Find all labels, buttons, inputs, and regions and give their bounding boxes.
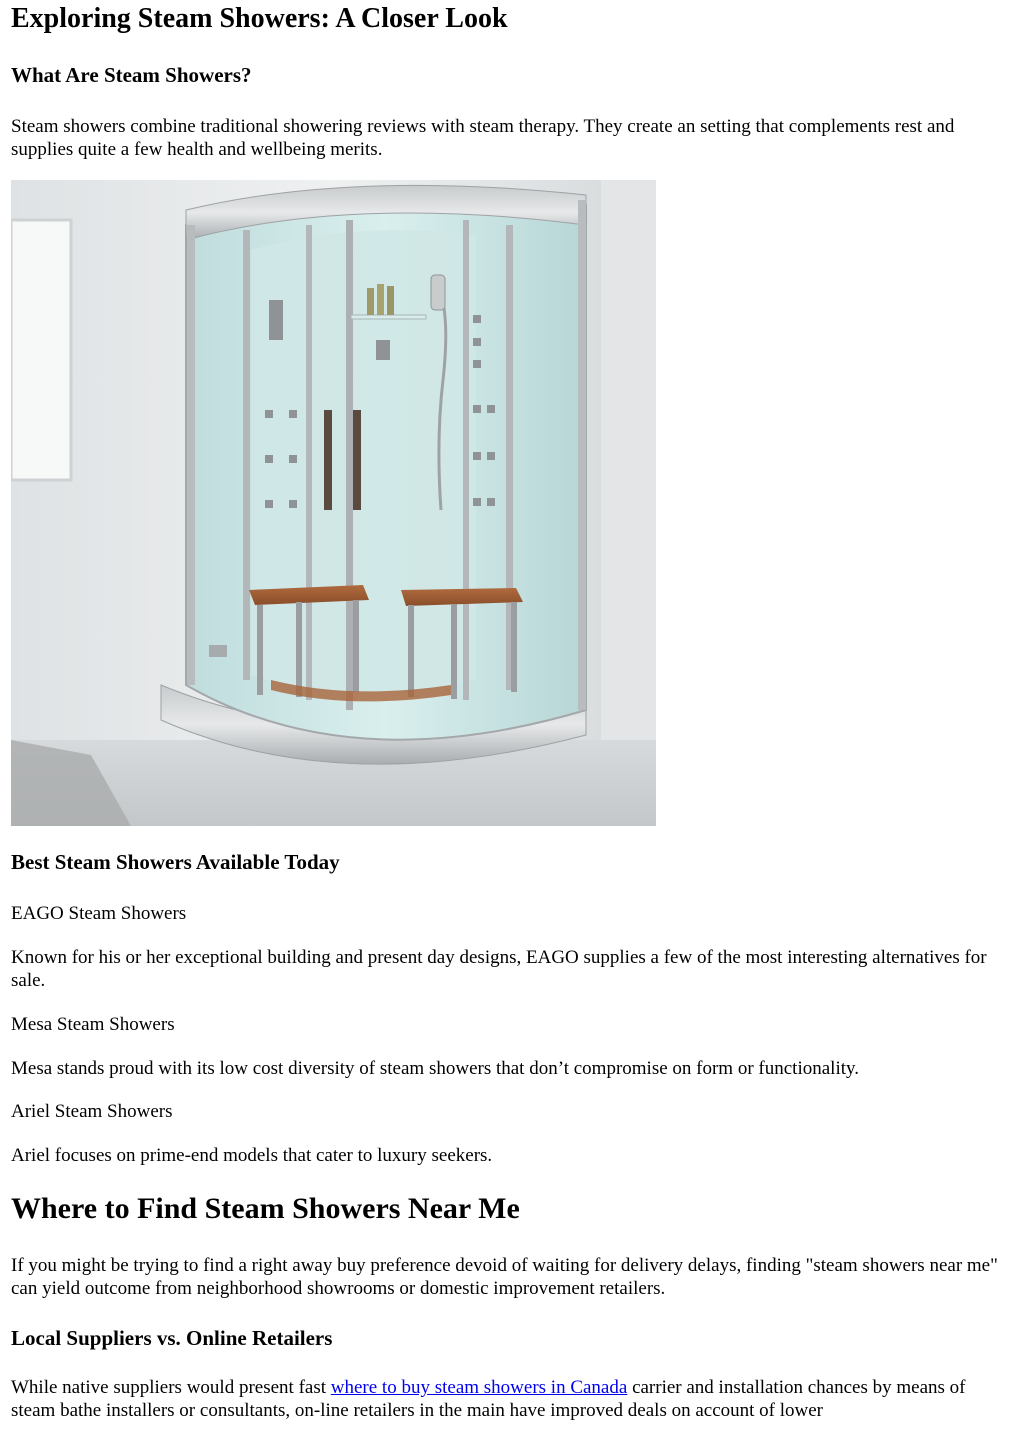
item-desc-eago: Known for his or her exceptional building and present day designs, EAGO supplies a few of the most interesting alternatives for sale. (11, 947, 987, 991)
paragraph-where-to-find: If you might be trying to find a right away buy preference devoid of waiting for delivery delays, finding "steam showers near me" can yield outcome from neighborhood showrooms or domestic improvement retailers. (11, 1255, 998, 1299)
steam-shower-photo (11, 180, 656, 826)
heading-local-vs-online: Local Suppliers vs. Online Retailers (11, 1326, 333, 1350)
item-name-eago: EAGO Steam Showers (11, 903, 187, 924)
item-desc-ariel: Ariel focuses on prime-end models that cater to luxury seekers. (11, 1145, 493, 1166)
paragraph-local-text-after: carrier and installation chances by means of steam bathe installers or consultants, on-line retailers in the main have improved deals on account of lower (11, 1377, 966, 1421)
paragraph-what-are-steam-showers: Steam showers combine traditional showering reviews with steam therapy. They create an setting that complements rest and supplies quite a few health and wellbeing merits. (11, 116, 955, 160)
paragraph-local-vs-online (11, 1376, 1011, 1422)
item-desc-mesa: Mesa stands proud with its low cost diversity of steam showers that don’t compromise on form or functionality. (11, 1058, 860, 1079)
paragraph-local-text-before: While native suppliers would present fast (11, 1377, 331, 1398)
buy-steam-showers-canada-link[interactable]: where to buy steam showers in Canada (330, 1377, 628, 1398)
page-title: Exploring Steam Showers: A Closer Look (11, 3, 508, 34)
heading-where-to-find: Where to Find Steam Showers Near Me (11, 1192, 520, 1225)
steam-shower-illustration (11, 180, 656, 826)
item-name-ariel: Ariel Steam Showers (11, 1101, 173, 1122)
heading-best-steam-showers: Best Steam Showers Available Today (11, 850, 340, 874)
item-name-mesa: Mesa Steam Showers (11, 1014, 175, 1035)
heading-what-are-steam-showers: What Are Steam Showers? (11, 63, 252, 87)
